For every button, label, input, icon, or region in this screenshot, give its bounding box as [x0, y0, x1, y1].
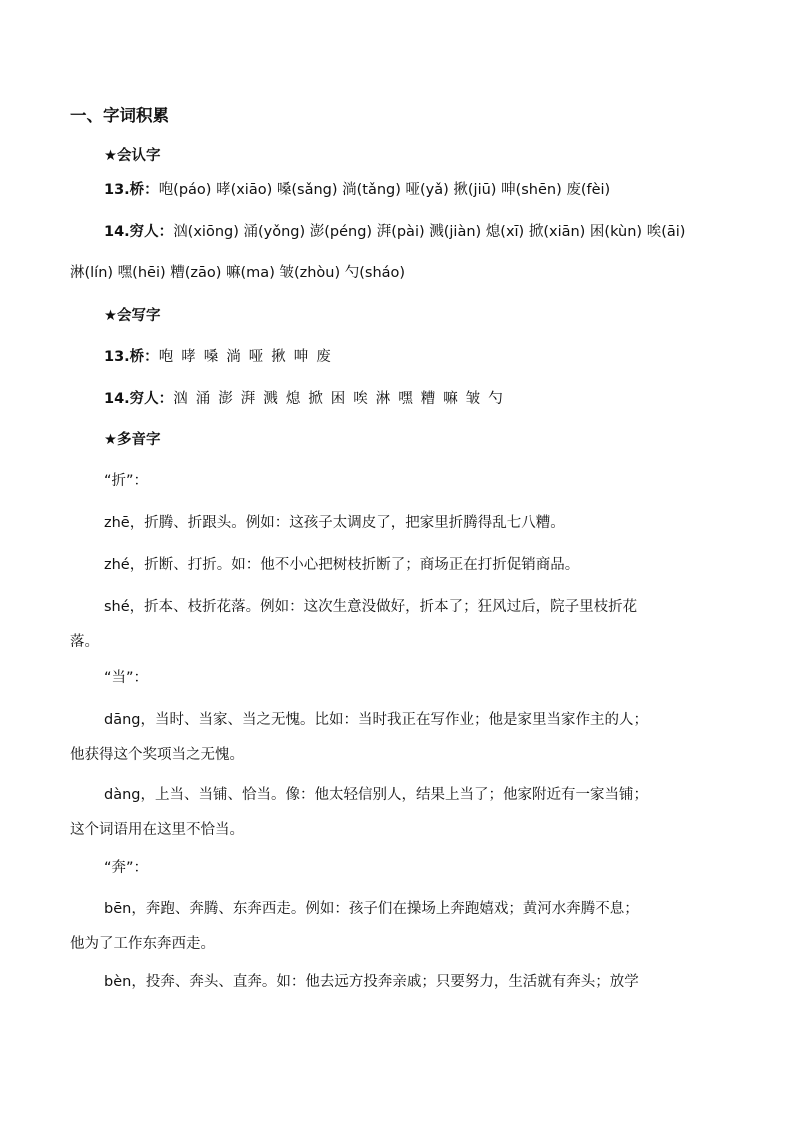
write-char: 溅	[263, 391, 278, 407]
write-lesson-13-chars	[159, 349, 331, 365]
polyphone-title: ★多音字	[104, 432, 161, 448]
dang-title: “当”：	[104, 670, 149, 686]
write-char: 皱	[465, 391, 481, 407]
write-char: 熄	[285, 391, 301, 407]
ben-reading-1-cont: 他为了工作东奔西走。	[70, 936, 215, 952]
read-lesson-14-cont: 淋(lín) 嘿(hēi) 糟(zāo) 嘛(ma) 皱(zhòu) 勺(sháo)	[70, 265, 406, 281]
write-char: 淌	[226, 349, 241, 365]
lesson-13-label: 13.桥：	[104, 182, 159, 198]
write-char: 咆	[158, 349, 174, 365]
dang-reading-2: dàng，上当、当铺、恰当。像：他太轻信别人，结果上当了；他家附近有一家当铺；	[104, 787, 648, 803]
write-char: 废	[316, 349, 331, 365]
read-lesson-13	[104, 180, 610, 200]
write-char: 淋	[375, 391, 391, 407]
write-lesson-14-chars	[173, 391, 503, 407]
write-char: 哑	[248, 349, 264, 365]
write-char: 唉	[353, 391, 368, 407]
ben-title: “奔”：	[104, 860, 149, 876]
write-lesson-14	[104, 389, 503, 409]
read-lesson-14	[104, 222, 685, 242]
write-char: 嗓	[203, 349, 219, 365]
write-char: 哮	[181, 349, 196, 365]
dang-reading-2-cont: 这个词语用在这里不恰当。	[70, 822, 244, 838]
write-lesson-14-label: 14.穷人：	[104, 391, 174, 407]
zhe-title: “折”：	[104, 473, 149, 489]
dang-reading-1-cont: 他获得这个奖项当之无愧。	[70, 747, 244, 763]
write-char: 嘿	[398, 391, 413, 407]
write-char: 澎	[218, 391, 233, 407]
read-chars-title: ★会认字	[104, 148, 161, 164]
write-char: 掀	[308, 391, 323, 407]
zhe-reading-1: zhē，折腾、折跟头。例如：这孩子太调皮了，把家里折腾得乱七八糟。	[104, 515, 565, 531]
ben-reading-1: bēn，奔跑、奔腾、东奔西走。例如：孩子们在操场上奔跑嬉戏；黄河水奔腾不息；	[104, 901, 639, 917]
write-lesson-13	[104, 347, 331, 367]
ben-reading-2: bèn，投奔、奔头、直奔。如：他去远方投奔亲戚；只要努力，生活就有奔头；放学	[104, 974, 639, 990]
write-char: 揪	[271, 349, 286, 365]
lesson-13-pinyin: 咆(páo) 哮(xiāo) 嗓(sǎng) 淌(tǎng) 哑(yǎ) 揪(jiū) 呻(shēn) 废(fèi)	[158, 182, 611, 198]
zhe-reading-3: shé，折本、枝折花落。例如：这次生意没做好，折本了；狂风过后，院子里枝折花	[104, 599, 638, 615]
write-char: 勺	[488, 391, 503, 407]
write-char: 湃	[240, 391, 256, 407]
write-lesson-13-label: 13.桥：	[104, 349, 159, 365]
write-char: 汹	[173, 391, 188, 407]
zhe-reading-2: zhé，折断、打折。如：他不小心把树枝折断了；商场正在打折促销商品。	[104, 557, 580, 573]
write-char: 涌	[195, 391, 211, 407]
write-char: 困	[330, 391, 346, 407]
write-char: 呻	[293, 349, 309, 365]
section-heading: 一、字词积累	[70, 106, 169, 125]
write-char: 嘛	[443, 391, 458, 407]
lesson-14-label: 14.穷人：	[104, 224, 174, 240]
dang-reading-1: dāng，当时、当家、当之无愧。比如：当时我正在写作业；他是家里当家作主的人；	[104, 712, 648, 728]
write-char: 糟	[420, 391, 436, 407]
lesson-14-pinyin: 汹(xiōng) 涌(yǒng) 澎(péng) 湃(pài) 溅(jiàn) 熄(xī) 掀(xiān) 困(kùn) 唉(āi)	[173, 224, 686, 240]
zhe-reading-3-cont: 落。	[70, 634, 99, 650]
write-chars-title: ★会写字	[104, 308, 161, 324]
